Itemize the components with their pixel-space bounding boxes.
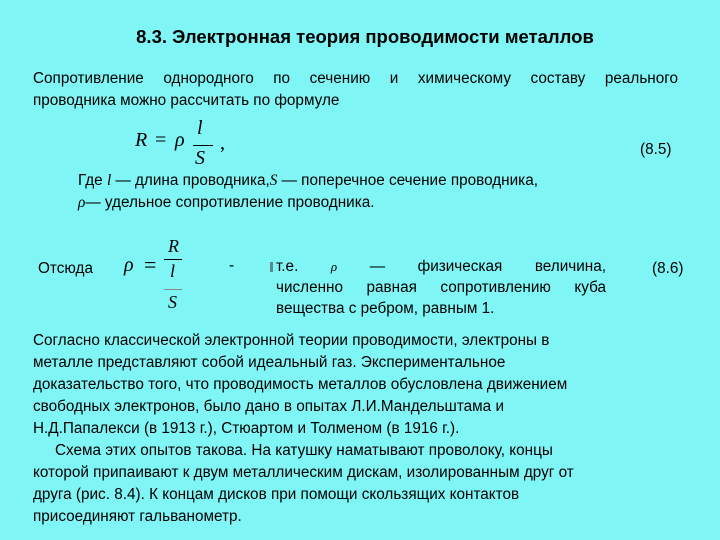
body-paragraph [33, 330, 683, 528]
symbol-S: S [269, 172, 278, 189]
formula-numerator: l [197, 117, 203, 139]
definition-word: т.е. [276, 258, 299, 275]
intro-line: проводника можно рассчитать по формуле [33, 92, 340, 109]
formula-8-6 [120, 236, 200, 316]
equation-number-8-5: (8.5) [640, 141, 672, 158]
body-line: друга (рис. 8.4). К концам дисков при помощи скользящих контактов [33, 486, 520, 503]
page-title: 8.3. Электронная теория проводимости металлов [136, 26, 594, 47]
intro-line: Сопротивление однородного по сечению и химическому составу реального [33, 70, 678, 87]
fraction-bar [164, 259, 182, 260]
formula-middle: l [170, 261, 176, 281]
formula-comma: , [220, 132, 225, 154]
definition-word: величина, [534, 258, 606, 275]
formula-symbol-R: R [135, 129, 148, 151]
where-text: — поперечное сечение проводника, [277, 172, 538, 189]
formula-numerator: R [168, 236, 179, 256]
definition-block [276, 256, 606, 319]
where-line-2 [78, 192, 638, 214]
formula-symbol-rho: ρ [124, 254, 134, 276]
equation-number-8-6: (8.6) [652, 260, 684, 277]
definition-line-1 [276, 256, 606, 277]
where-paragraph [78, 170, 638, 214]
text-cursor-mark [270, 262, 273, 272]
definition-word: физическая [417, 258, 503, 275]
body-line: Н.Д.Папалекси (в 1913 г.), Стюартом и Толменом (в 1916 г.). [33, 420, 460, 437]
formula-equals: = [155, 129, 167, 151]
where-text: — удельное сопротивление проводника. [85, 194, 375, 211]
where-text: Где [78, 172, 107, 189]
symbol-rho: ρ [330, 259, 338, 274]
formula-denominator: S [168, 292, 177, 312]
fraction-bar [193, 145, 213, 146]
where-text: — длина проводника, [111, 172, 270, 189]
formula-8-5 [135, 117, 245, 173]
body-line: присоединяют гальванометр. [33, 508, 242, 525]
definition-word: — [369, 258, 386, 275]
where-line-1 [78, 170, 638, 192]
definition-line-3: вещества с ребром, равным 1. [276, 300, 495, 317]
body-line: металле представляют собой идеальный газ. Экспериментальное [33, 354, 506, 371]
symbol-l: l [106, 172, 112, 189]
hence-label: Отсюда [38, 260, 93, 277]
formula-symbol-rho: ρ [175, 129, 185, 151]
body-line: которой припаивают к двум металлическим дискам, изолированным друг от [33, 464, 574, 481]
formula-dash: - [229, 257, 235, 274]
body-line: свободных электронов, было дано в опытах Л.И.Мандельштама и [33, 398, 504, 415]
fraction-bar [164, 289, 182, 290]
formula-denominator: S [195, 147, 205, 169]
symbol-rho: ρ [78, 194, 86, 211]
formula-equals: = [144, 252, 157, 277]
body-line: Схема этих опытов такова. На катушку наматывают проволоку, концы [55, 442, 553, 459]
definition-line-2: численно равная сопротивлению куба [276, 279, 606, 296]
intro-paragraph [33, 68, 678, 112]
body-line: Согласно классической электронной теории проводимости, электроны в [33, 332, 550, 349]
body-line: доказательство того, что проводимость металлов обусловлена движением [33, 376, 568, 393]
